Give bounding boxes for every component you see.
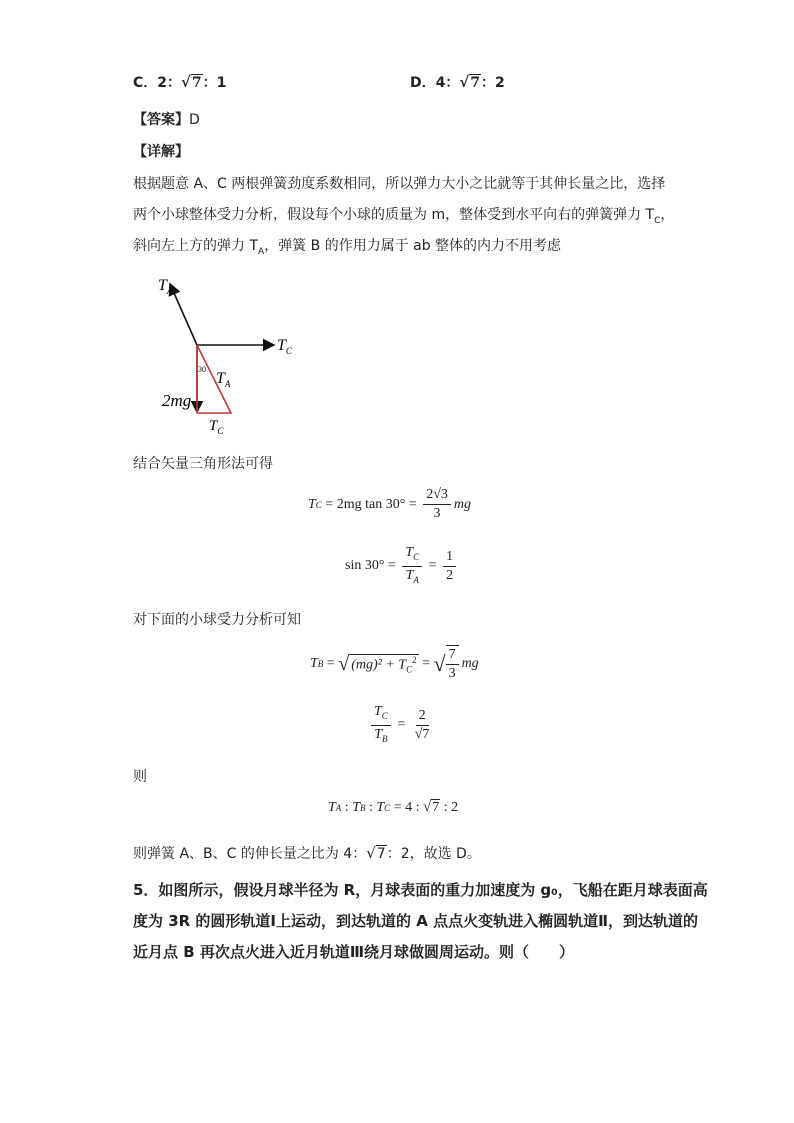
colon: :: [365, 799, 377, 815]
fraction: [371, 703, 391, 748]
eq-symbol: T: [376, 799, 385, 815]
force-diagram: [150, 270, 310, 440]
paragraph-line: 根据题意 A、C 两根弹簧劲度系数相同，所以弹力大小之比就等于其伸长量之比，选择: [133, 176, 666, 192]
eq-symbol: T: [374, 726, 383, 742]
radical-sign: √: [338, 652, 350, 675]
denominator: 3: [448, 666, 456, 681]
eq-symbol: T: [405, 545, 414, 560]
subscript: A: [258, 246, 265, 257]
subscript: B: [382, 733, 388, 744]
ta-arrow: [170, 284, 197, 345]
sqrt-7: √7: [422, 799, 440, 815]
equation-2: [345, 544, 459, 589]
question-5-line-2: 度为 3R 的圆形轨道Ⅰ上运动，到达轨道的 A 点点火变轨进入椭圆轨道Ⅱ，到达轨道的: [133, 912, 698, 930]
eq-text: (mg)² + T: [351, 657, 407, 673]
radicand: [349, 654, 418, 674]
paragraph-line: [133, 235, 561, 257]
eq-text: =: [323, 656, 339, 671]
sqrt-7: √7: [366, 844, 386, 862]
denominator: 3: [433, 506, 441, 521]
eq-symbol: T: [328, 799, 336, 815]
denominator: [371, 726, 390, 748]
subscript: C: [381, 710, 388, 721]
subscript: C: [654, 215, 661, 226]
fraction: [423, 486, 451, 523]
colon: :: [341, 799, 353, 815]
answer-line: [133, 109, 200, 129]
subscript: B: [359, 802, 366, 813]
eq-symbol: T: [374, 704, 382, 719]
eq-symbol: T: [308, 496, 316, 512]
subscript: C: [315, 499, 322, 510]
fraction: [446, 645, 459, 683]
label-tc-right: $T_C$: [277, 337, 292, 356]
equation-3: [310, 645, 479, 683]
eq-symbol: T: [310, 656, 318, 671]
option-c: C．2：√7：1: [133, 73, 227, 91]
eq-text: =: [425, 558, 441, 574]
answer-label: 【答案】: [133, 112, 189, 128]
text-run: 两个小球整体受力分析，假设每个小球的质量为 m，整体受到水平向右的弹簧弹力 T: [133, 207, 655, 223]
paragraph-line: 对下面的小球受力分析可知: [133, 612, 301, 628]
subscript: C: [384, 802, 391, 813]
text-run: 斜向左上方的弹力 T: [133, 238, 259, 254]
superscript: 2: [412, 654, 417, 665]
numerator: 1: [443, 548, 456, 567]
label-angle: 30: [198, 365, 206, 374]
eq-symbol: T: [352, 799, 360, 815]
radical-sign: √: [433, 651, 446, 676]
numerator: [371, 703, 391, 726]
label-ta-mid: $T_A$: [216, 370, 231, 389]
question-5-line-3: 近月点 B 再次点火进入近月轨道Ⅲ绕月球做圆周运动。则（ ）: [133, 943, 575, 961]
paragraph-line: 结合矢量三角形法可得: [133, 456, 273, 472]
label-2mg: 2mg: [162, 391, 192, 410]
denominator: 2: [446, 567, 454, 583]
paragraph-line: 则: [133, 769, 147, 785]
denominator: [403, 567, 422, 589]
equation-4: [368, 703, 435, 748]
eq-text: sin 30° =: [345, 558, 400, 574]
question-5-line-1: 5．如图所示，假设月球半径为 R，月球表面的重力加速度为 g₀，飞船在距月球表面高: [133, 881, 708, 899]
denominator: √7: [414, 726, 430, 742]
subscript: A: [413, 574, 419, 585]
eq-text: =: [393, 717, 409, 733]
detail-label: 【详解】: [133, 144, 189, 160]
text-run: ，弹簧 B 的作用力属于 ab 整体的内力不用考虑: [264, 238, 562, 254]
eq-symbol: T: [405, 567, 414, 583]
fraction: [412, 707, 433, 744]
text-run: 则弹簧 A、B、C 的伸长量之比为 4：: [133, 846, 367, 862]
paragraph-line: [133, 204, 674, 226]
eq-text: mg: [453, 496, 472, 512]
numerator: [402, 544, 422, 567]
equation-5: [328, 799, 458, 816]
subscript: A: [335, 802, 342, 813]
option-d: D．4：√7：2: [410, 73, 505, 91]
sqrt-7: √7: [181, 73, 202, 91]
fraction: [402, 544, 422, 589]
eq-text: : 2: [440, 799, 459, 815]
text-run: ：2，故选 D。: [386, 846, 481, 862]
paragraph-line: [133, 843, 481, 863]
label-ta-top: $T_A$: [158, 277, 173, 296]
numerator: 2: [416, 707, 429, 726]
eq-text: = 2mg tan 30° =: [321, 496, 421, 512]
equation-1: [308, 486, 471, 523]
answer-value: D: [189, 112, 200, 128]
eq-text: =: [418, 656, 434, 671]
subscript: B: [317, 659, 324, 669]
numerator: 2√3: [423, 486, 451, 505]
fraction: [443, 548, 456, 585]
label-tc-bottom: $T_C$: [209, 418, 224, 436]
sqrt-7: √7: [459, 73, 480, 91]
text-run: ，: [660, 207, 675, 223]
subscript: C: [413, 551, 420, 562]
numerator: 7: [446, 646, 459, 665]
subscript: C: [406, 664, 413, 675]
eq-text: mg: [461, 656, 479, 671]
eq-text: = 4 :: [390, 799, 423, 815]
